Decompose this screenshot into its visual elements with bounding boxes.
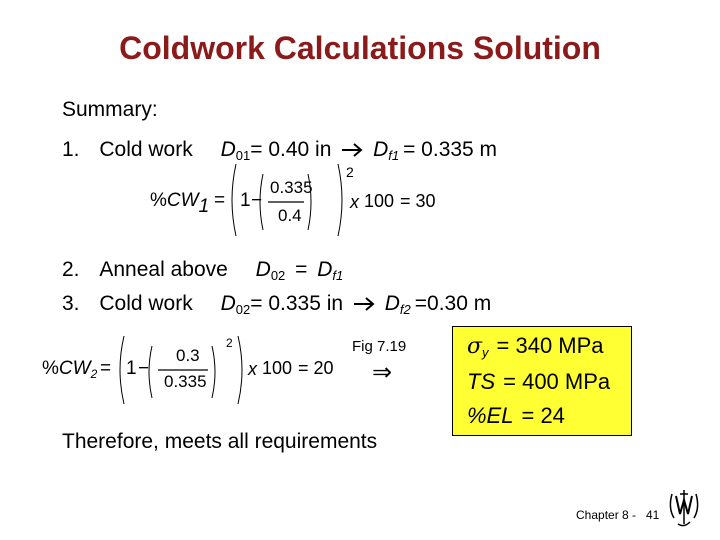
- eq2-percent: %: [42, 358, 59, 379]
- equation-cw2: [42, 330, 352, 410]
- step-1-label: Cold work: [99, 138, 193, 161]
- eq1-equals: =: [214, 190, 226, 211]
- eq2-denominator: 0.335: [164, 372, 207, 391]
- eq2-cw: CW: [58, 358, 91, 379]
- step-3-df-sub: f2: [399, 302, 411, 317]
- step-2-df-sub: f1: [332, 268, 344, 283]
- eq1-result: = 30: [400, 191, 436, 211]
- eq2-one: 1: [126, 358, 137, 379]
- eq2-times: x: [248, 359, 257, 379]
- step-1-df-value: = 0.335 m: [403, 138, 498, 161]
- arrow-right-icon: [341, 143, 363, 157]
- eq1-percent: %: [150, 190, 167, 211]
- slide-title: Coldwork Calculations Solution: [119, 30, 601, 66]
- eq2-sub: 2: [90, 367, 98, 381]
- step-2-d-symbol: D: [255, 258, 271, 281]
- eq1-one: 1: [240, 190, 251, 211]
- step-3: [62, 292, 491, 317]
- eq1-times: x: [350, 192, 359, 212]
- eq2-equals: =: [100, 358, 112, 379]
- step-2-equals: =: [295, 258, 308, 281]
- step-1-d-sub: 01: [235, 148, 251, 163]
- step-2-d-sub: 02: [270, 268, 286, 283]
- arrow-right-icon: [353, 297, 375, 311]
- equation-cw1: [150, 160, 450, 240]
- tensile-strength-value: = 400 MPa: [503, 369, 611, 394]
- publisher-logo-icon: [666, 488, 702, 528]
- eq1-denominator: 0.4: [278, 206, 302, 225]
- el-symbol: %EL: [467, 403, 514, 428]
- step-3-d-symbol: D: [220, 292, 236, 315]
- step-2-df-symbol: D: [317, 258, 333, 281]
- eq2-minus: −: [138, 358, 150, 379]
- sigma-symbol: σ: [467, 334, 483, 359]
- figure-reference: Fig 7.19: [352, 338, 407, 355]
- eq1-minus: −: [251, 190, 263, 211]
- eq1-numerator: 0.335: [270, 178, 313, 197]
- step-3-number: 3.: [62, 292, 80, 315]
- eq2-numerator: 0.3: [176, 346, 200, 365]
- eq1-cw: CW: [166, 190, 199, 211]
- eq1-sub: 1: [198, 196, 210, 217]
- implies-icon: ⇒: [372, 359, 393, 386]
- step-2-label: Anneal above: [99, 258, 228, 281]
- step-2-number: 2.: [62, 258, 80, 281]
- summary-label: Summary:: [62, 98, 158, 121]
- step-3-d-value: = 0.335 in: [250, 292, 344, 315]
- step-1-df-sub: f1: [388, 148, 400, 163]
- step-3-df-value: =0.30 m: [414, 292, 492, 315]
- yield-strength-value: = 340 MPa: [496, 333, 604, 358]
- elongation-value: = 24: [521, 403, 565, 428]
- step-3-d-sub: 02: [235, 302, 251, 317]
- eq2-hundred: 100: [262, 358, 293, 378]
- footer-chapter: Chapter 8 -: [576, 508, 637, 522]
- step-3-label: Cold work: [99, 292, 193, 315]
- eq2-result: = 20: [298, 358, 334, 378]
- step-1-d-symbol: D: [220, 138, 236, 161]
- step-2: [62, 258, 343, 283]
- eq2-exponent: 2: [226, 336, 233, 350]
- step-3-df-symbol: D: [384, 292, 400, 315]
- sigma-sub: y: [482, 345, 489, 360]
- eq1-exponent: 2: [346, 164, 354, 180]
- step-1-number: 1.: [62, 138, 80, 161]
- results-box: [452, 326, 632, 436]
- conclusion-text: Therefore, meets all requirements: [62, 430, 378, 453]
- footer-page-number: 41: [646, 508, 660, 522]
- step-1-df-symbol: D: [373, 138, 389, 161]
- ts-symbol: TS: [467, 369, 496, 394]
- step-1-d-value: = 0.40 in: [250, 138, 332, 161]
- eq1-hundred: 100: [364, 191, 395, 211]
